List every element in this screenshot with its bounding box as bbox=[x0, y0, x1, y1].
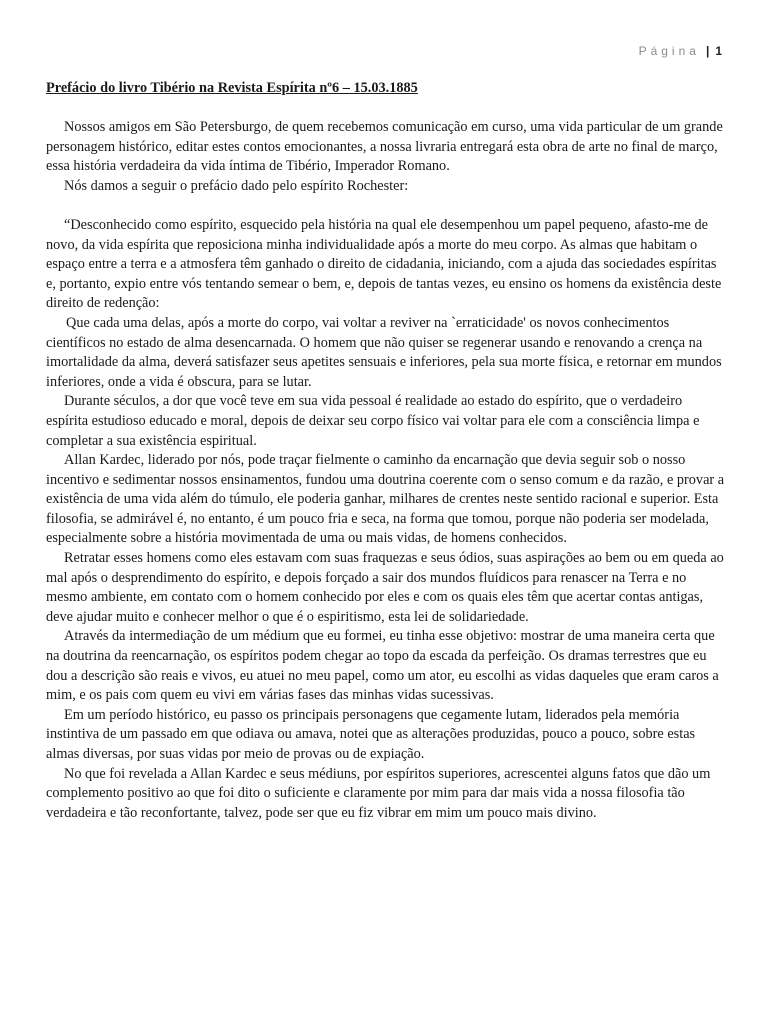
body-paragraph-2: Que cada uma delas, após a morte do corpo, vai voltar a reviver na `erraticidade' os novos conhecimentos científicos no estado de alma desencarnada. O homem que não quiser se regenerar usando e renovando a crença na imortalidade da alma, deverá satisfazer seus apetites sensuais e inferiores, pela sua morte física, e retornar em mundos inferiores, onde a vida é obscura, para se lutar. bbox=[46, 314, 722, 390]
paragraph-spacer bbox=[46, 196, 726, 216]
document-title: Prefácio do livro Tibério na Revista Espírita nº6 – 15.03.1885 bbox=[46, 80, 418, 96]
body-paragraph-7: Em um período histórico, eu passo os principais personagens que cegamente lutam, liderados pela memória instintiva de um passado em que odiava ou amava, notei que as alterações produzidas, pouco a pouco, sobre estas almas diversas, por suas vidas por meio de provas ou de expiação. bbox=[46, 706, 696, 762]
page-header bbox=[639, 44, 722, 58]
body-paragraph-4: Allan Kardec, liderado por nós, pode traçar fielmente o caminho da encarnação que devia seguir sob o nosso incentivo e sedimentar nossos ensinamentos, fundou uma doutrina coerente com o senso comum e da razão, e provar a existência de uma vida além do túmulo, ele poderia ganhar, milhares de crentes neste sentido racional e superior. Esta filosofia, se admirável é, no entanto, é um pouco fria e seca, na forma que tomou, porque não poderia ser modelada, especialmente sobre a história movimentada de uma ou mais vidas, de homens conhecidos. bbox=[46, 452, 725, 547]
page-label: Página bbox=[638, 44, 700, 58]
body-paragraph-3: Durante séculos, a dor que você teve em sua vida pessoal é realidade ao estado do espírito, que o verdadeiro espírita estudioso educado e moral, depois de deixar seu corpo físico vai voltar para ele com a consciência limpa e completar a sua existência espiritual. bbox=[46, 393, 700, 449]
document-body bbox=[46, 78, 726, 823]
intro-paragraph-1: Nossos amigos em São Petersburgo, de quem recebemos comunicação em curso, uma vida particular de um grande personagem histórico, editar estes contos emocionantes, a nossa livraria entregará esta obra de arte no final de março, essa história verdadeira da vida íntima de Tibério, Imperador Romano. bbox=[46, 119, 723, 175]
body-paragraph-1: “Desconhecido como espírito, esquecido pela história na qual ele desempenhou um papel pequeno, afasto-me de novo, da vida espírita que reposiciona minha individualidade após a morte do meu corpo. As almas que habitam o espaço entre a terra e a atmosfera têm ganhado o direito de cidadania, iniciando, com a ajuda das sociedades espíritas e, portanto, expio entre vós tentando semear o bem, e, depois de tantas vezes, eu ensino os homens da existência deste direito de redenção: bbox=[46, 216, 722, 312]
page-number: 1 bbox=[715, 44, 722, 58]
body-paragraph-6: Através da intermediação de um médium que eu formei, eu tinha esse objetivo: mostrar de uma maneira certa que na doutrina da reencarnação, os espíritos podem chegar ao topo da escada da perfeição. Os dramas terrestres que eu dou a descrição são reais e vivos, eu atuei no meu papel, como um ator, eu escolhi as vidas daqueles que eram caros a mim, e os pais com quem eu vivi em várias fases das minhas vidas sucessivas. bbox=[46, 628, 719, 704]
intro-paragraph-2: Nós damos a seguir o prefácio dado pelo espírito Rochester: bbox=[64, 177, 409, 194]
body-paragraph-5: Retratar esses homens como eles estavam com suas fraquezas e seus ódios, suas aspirações ao bem ou em queda ao mal após o desprendimento do espírito, e depois forçado a sair dos mundos fluídicos para renascer na Terra e no mesmo ambiente, em contato com o homem conhecido por eles e com os quais eles têm que acertar contas antigas, deve ajudar muito e conhecer melhor o que é o espiritismo, esta lei de solidariedade. bbox=[46, 550, 724, 625]
page-separator: | bbox=[705, 44, 710, 58]
body-paragraph-8: No que foi revelada a Allan Kardec e seus médiuns, por espíritos superiores, acrescentei alguns fatos que dão um complemento positivo ao que foi dito o suficiente e claramente por mim para dar mais vida a nossa filosofia tão verdadeira e tão reconfortante, talvez, pode ser que eu fiz vibrar em mim um pouco mais divino. bbox=[46, 765, 711, 821]
